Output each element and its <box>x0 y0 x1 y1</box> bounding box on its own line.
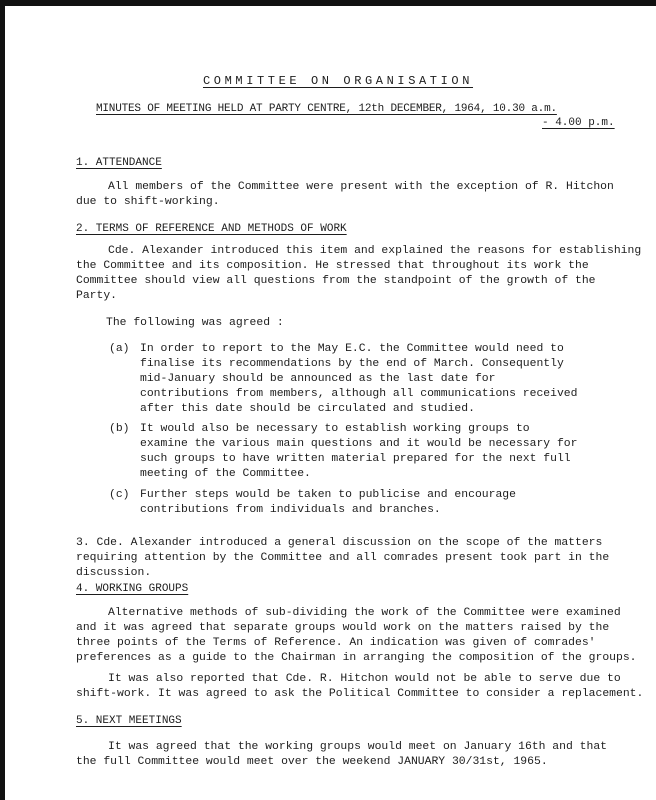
text-line: due to shift-working. <box>76 196 220 208</box>
working-groups-paragraph-1 <box>76 606 656 666</box>
text-line: finalise its recommendations by the end of March. Consequently <box>140 358 564 370</box>
text-line: Cde. Alexander introduced this item and explained the reasons for establishing <box>108 245 642 257</box>
text-line: requiring attention by the Committee and all comrades present took part in the <box>76 552 610 564</box>
text-line: meeting of the Committee. <box>140 468 311 480</box>
text-line: examine the various main questions and it would be necessary for <box>140 438 578 450</box>
heading-attendance: 1. ATTENDANCE <box>76 157 162 169</box>
text-line: after this date should be circulated and studied. <box>140 403 475 415</box>
list-item-text <box>140 422 577 482</box>
document-subtitle-end: - 4.00 p.m. <box>542 117 615 129</box>
text-line: Alternative methods of sub-dividing the work of the Committee were examined <box>108 607 621 619</box>
list-item-text <box>140 342 577 417</box>
list-item-label: (c) <box>109 489 130 501</box>
text-line: three points of the Terms of Reference. An indication was given of comrades' <box>76 637 596 649</box>
text-line: and it was agreed that separate groups would work on the matters raised by the <box>76 622 610 634</box>
text-line: preferences as a guide to the Chairman in arranging the composition of the groups. <box>76 652 637 664</box>
text-line: Further steps would be taken to publicise and encourage <box>140 489 516 501</box>
text-line: In order to report to the May E.C. the Committee would need to <box>140 343 564 355</box>
list-item-text <box>140 488 516 518</box>
text-line: the full Committee would meet over the weekend JANUARY 30/31st, 1965. <box>76 756 548 768</box>
heading-terms-of-reference: 2. TERMS OF REFERENCE AND METHODS OF WORK <box>76 223 347 235</box>
list-item-label: (b) <box>109 423 130 435</box>
text-line: shift-work. It was agreed to ask the Political Committee to consider a replacement. <box>76 688 644 700</box>
text-line: such groups to have written material prepared for the next full <box>140 453 571 465</box>
text-line: Committee should view all questions from the standpoint of the growth of the <box>76 275 596 287</box>
text-line: All members of the Committee were present with the exception of R. Hitchon <box>108 181 614 193</box>
text-line: Party. <box>76 290 118 302</box>
terms-intro-paragraph <box>76 244 656 304</box>
text-line: 3. Cde. Alexander introduced a general discussion on the scope of the matters <box>76 537 603 549</box>
list-item-label: (a) <box>109 343 130 355</box>
heading-working-groups: 4. WORKING GROUPS <box>76 583 189 595</box>
text-line: contributions from individuals and branches. <box>140 504 441 516</box>
discussion-paragraph <box>76 536 656 581</box>
text-line: discussion. <box>76 567 152 579</box>
text-line: the Committee and its composition. He stressed that throughout its work the <box>76 260 589 272</box>
working-groups-paragraph-2 <box>76 672 656 702</box>
heading-next-meetings: 5. NEXT MEETINGS <box>76 715 182 727</box>
text-line: mid-January should be announced as the last date for <box>140 373 496 385</box>
next-meetings-paragraph <box>76 740 656 770</box>
text-line: It was agreed that the working groups would meet on January 16th and that <box>108 741 607 753</box>
document-title: COMMITTEE ON ORGANISATION <box>202 74 474 88</box>
text-line: It was also reported that Cde. R. Hitchon would not be able to serve due to <box>108 673 621 685</box>
attendance-paragraph <box>76 180 656 210</box>
text-line: It would also be necessary to establish working groups to <box>140 423 530 435</box>
document-subtitle: MINUTES OF MEETING HELD AT PARTY CENTRE, 12th DECEMBER, 1964, 10.30 a.m. <box>96 103 557 115</box>
text-line: contributions from members, although all communications received <box>140 388 578 400</box>
agreed-line: The following was agreed : <box>106 317 284 329</box>
